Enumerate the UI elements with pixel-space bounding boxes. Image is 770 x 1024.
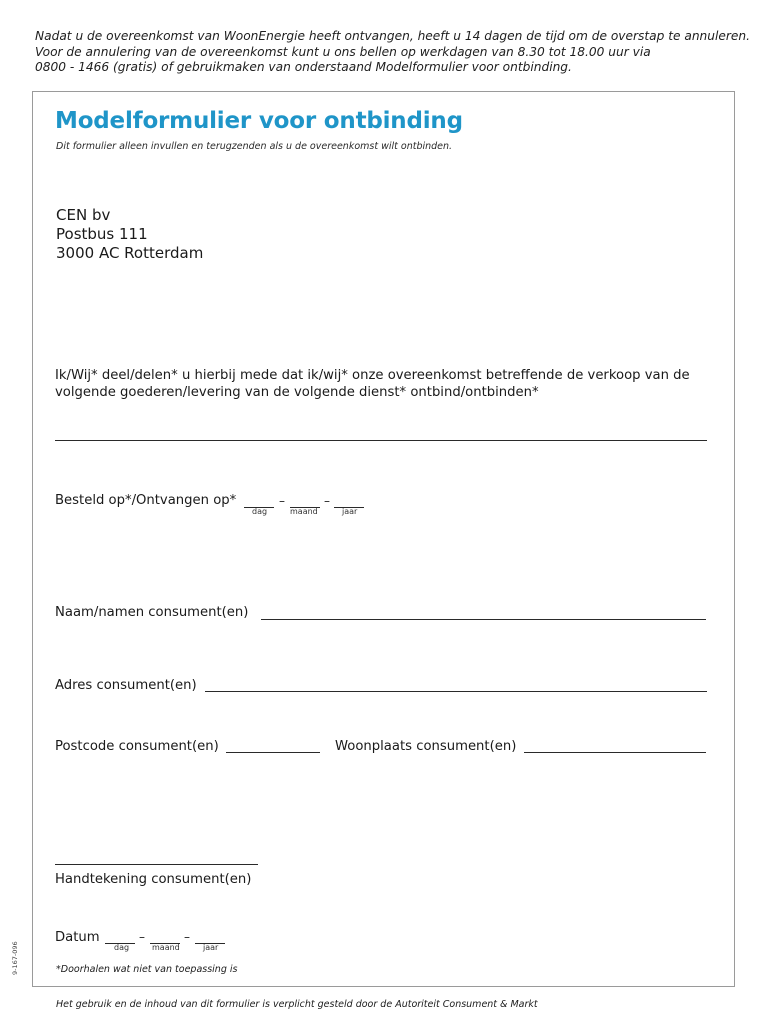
consumer-city-field[interactable] xyxy=(524,752,706,753)
date-separator: – xyxy=(279,494,285,508)
consumer-city-label: Woonplaats consument(en) xyxy=(335,739,517,754)
signature-label: Handtekening consument(en) xyxy=(55,872,252,887)
intro-text xyxy=(35,29,750,76)
year-caption: jaar xyxy=(203,943,219,952)
legal-footer: Het gebruik en de inhoud van dit formulier is verplicht gesteld door de Autoriteit Consument & Markt xyxy=(56,999,538,1010)
statement-line: Ik/Wij* deel/delen* u hierbij mede dat ik/wij* onze overeenkomst betreffende de verkoop van de xyxy=(55,368,690,383)
consumer-postcode-label: Postcode consument(en) xyxy=(55,739,219,754)
intro-line: 0800 - 1466 (gratis) of gebruikmaken van onderstaand Modelformulier voor ontbinding. xyxy=(35,60,572,74)
date-separator: – xyxy=(184,930,190,944)
date-label: Datum xyxy=(55,930,100,945)
intro-line: Voor de annulering van de overeenkomst kunt u ons bellen op werkdagen van 8.30 tot 18.00 uur via xyxy=(35,44,651,59)
address-line: CEN bv xyxy=(56,206,111,224)
consumer-postcode-field[interactable] xyxy=(226,752,320,753)
consumer-name-field[interactable] xyxy=(261,619,706,620)
day-caption: dag xyxy=(252,507,268,516)
footnote: *Doorhalen wat niet van toepassing is xyxy=(56,964,238,975)
date-separator: – xyxy=(324,494,330,508)
statement-line: volgende goederen/levering van de volgende dienst* ontbind/ontbinden* xyxy=(55,385,539,400)
signature-field[interactable] xyxy=(55,864,258,865)
form-code: 9-167-096 xyxy=(11,941,19,975)
consumer-address-label: Adres consument(en) xyxy=(55,678,197,693)
month-caption: maand xyxy=(290,507,318,516)
goods-services-field[interactable] xyxy=(55,440,707,441)
address-line: Postbus 111 xyxy=(56,225,148,243)
consumer-name-label: Naam/namen consument(en) xyxy=(55,605,249,620)
recipient-address xyxy=(56,206,203,263)
form-subtitle: Dit formulier alleen invullen en terugzenden als u de overeenkomst wilt ontbinden. xyxy=(56,141,453,152)
form-title: Modelformulier voor ontbinding xyxy=(55,108,463,134)
month-caption: maand xyxy=(152,943,180,952)
date-separator: – xyxy=(139,930,145,944)
intro-line: Nadat u de overeenkomst van WoonEnergie heeft ontvangen, heeft u 14 dagen de tijd om de overstap te annuleren. xyxy=(35,29,750,43)
consumer-address-field[interactable] xyxy=(205,691,707,692)
year-caption: jaar xyxy=(342,507,358,516)
cancellation-statement xyxy=(55,367,715,401)
day-caption: dag xyxy=(114,943,130,952)
address-line: 3000 AC Rotterdam xyxy=(56,244,204,262)
ordered-received-label: Besteld op*/Ontvangen op* xyxy=(55,493,237,508)
